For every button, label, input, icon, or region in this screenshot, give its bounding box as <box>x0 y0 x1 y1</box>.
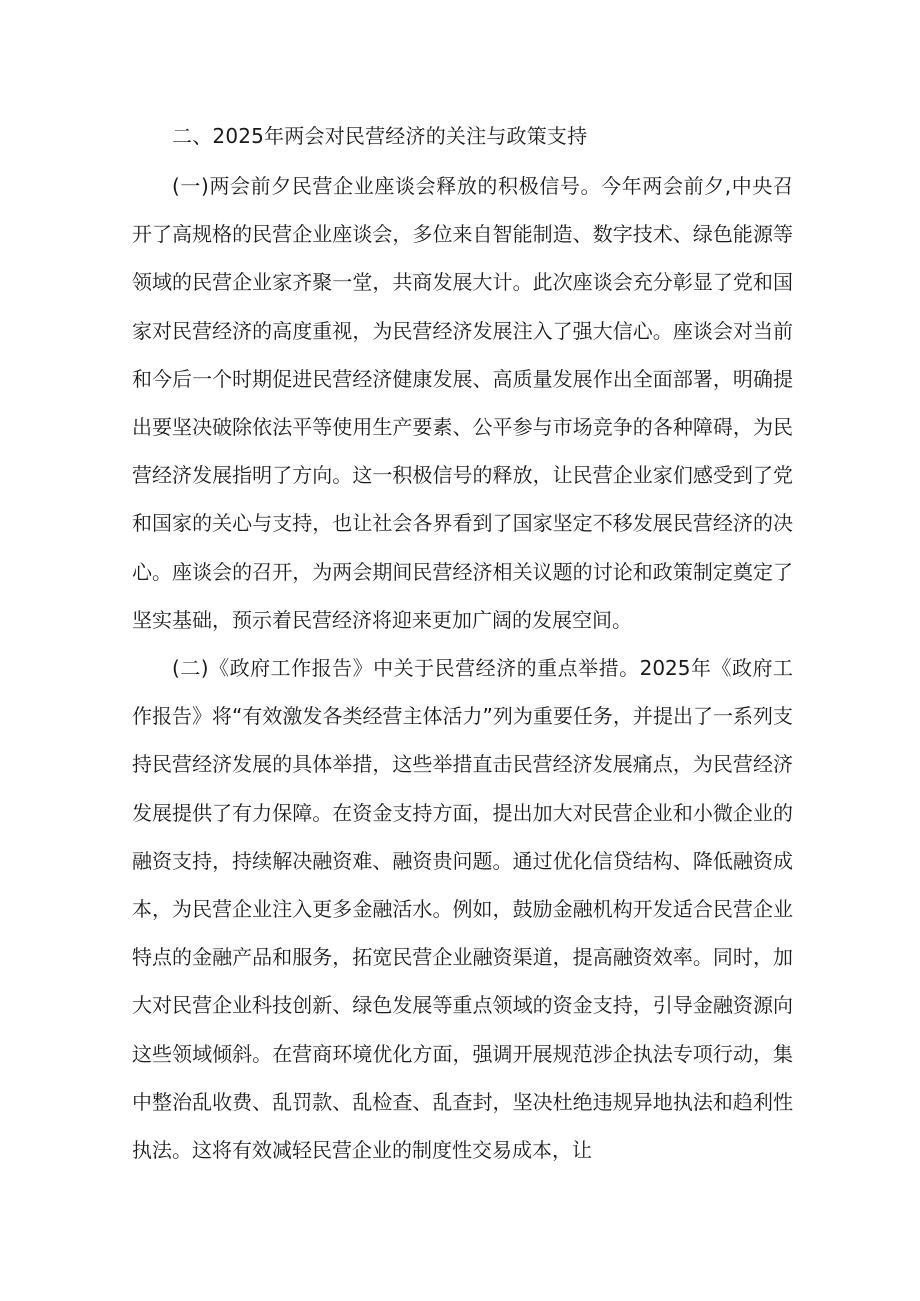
paragraph-government-work-report: (二)《政府工作报告》中关于民营经济的重点举措。2025年《政府工作报告》将“有效激发各类经营主体活力”列为重要任务，并提出了一系列支持民营经济发展的具体举措，这些举措直击民营经济发展痛点，为民营经济发展提供了有力保障。在资金支持方面，提出加大对民营企业和小微企业的融资支持，持续解决融资难、融资贵问题。通过优化信贷结构、降低融资成本，为民营企业注入更多金融活水。例如，鼓励金融机构开发适合民营企业特点的金融产品和服务，拓宽民营企业融资渠道，提高融资效率。同时，加大对民营企业科技创新、绿色发展等重点领域的资金支持，引导金融资源向这些领域倾斜。在营商环境优化方面，强调开展规范涉企执法专项行动，集中整治乱收费、乱罚款、乱检查、乱查封，坚决杜绝违规异地执法和趋利性执法。这将有效减轻民营企业的制度性交易成本，让 <box>132 656 793 1163</box>
paragraph-pre-session-symposium: (一)两会前夕民营企业座谈会释放的积极信号。今年两会前夕,中央召开了高规格的民营企业座谈会，多位来自智能制造、数字技术、绿色能源等领域的民营企业家齐聚一堂，共商发展大计。此次座谈会充分彰显了党和国家对民营经济的高度重视，为民营经济发展注入了强大信心。座谈会对当前和今后一个时期促进民营经济健康发展、高质量发展作出全面部署，明确提出要坚决破除依法平等使用生产要素、公平参与市场竞争的各种障碍，为民营经济发展指明了方向。这一积极信号的释放，让民营企业家们感受到了党和国家的关心与支持，也让社会各界看到了国家坚定不移发展民营经济的决心。座谈会的召开，为两会期间民营经济相关议题的讨论和政策制定奠定了坚实基础，预示着民营经济将迎来更加广阔的发展空间。 <box>132 174 793 632</box>
section-heading: 二、2025年两会对民营经济的关注与政策支持 <box>172 124 588 148</box>
